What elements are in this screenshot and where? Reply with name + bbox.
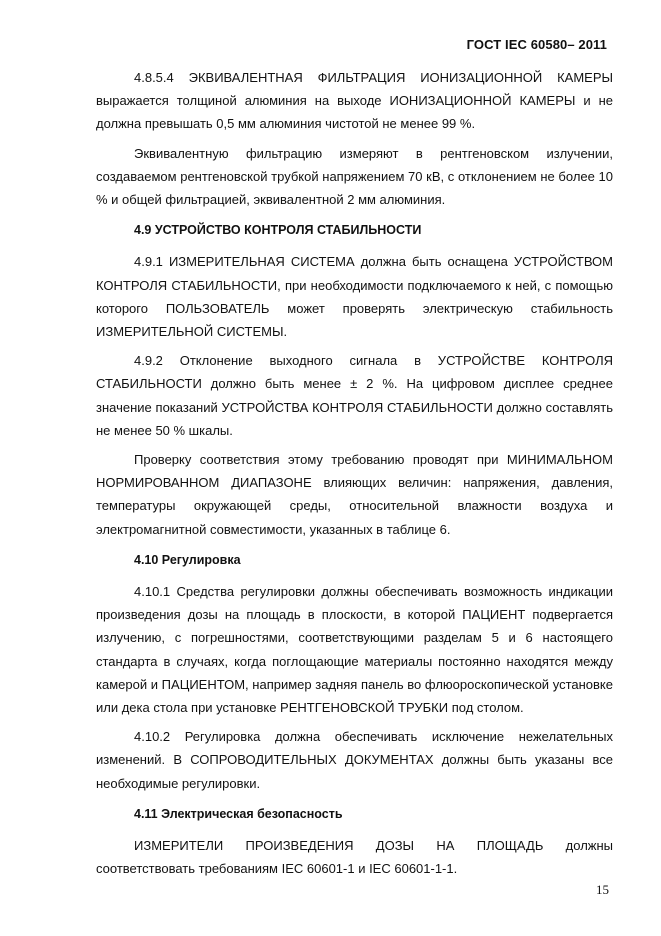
document-code-header: ГОСТ IEC 60580– 2011 — [466, 37, 607, 52]
section-heading-4-10: 4.10 Регулировка — [134, 552, 241, 567]
page-number: 15 — [596, 882, 609, 897]
paragraph-4-9-2: 4.9.2 Отклонение выходного сигнала в УСТРОЙСТВЕ КОНТРОЛЯ СТАБИЛЬНОСТИ должно быть менее ± 2 %. На цифровом дисплее среднее значение показаний УСТРОЙСТВА КОНТРОЛЯ СТАБИЛЬНОСТИ должно составлять не менее 50 % шкалы. — [96, 353, 613, 438]
paragraph-4-10-1: 4.10.1 Средства регулировки должны обеспечивать возможность индикации произведения дозы на площадь в плоскости, в которой ПАЦИЕНТ подвергается излучению, с погрешностями, соответствующими разделам 5 и 6 настоящего стандарта в случаях, когда поглощающие материалы постоянно находятся между камерой и ПАЦИЕНТОМ, например задняя панель во флюороскопической установке или дека стола при установке РЕНТГЕНОВСКОЙ ТРУБКИ под столом. — [96, 584, 613, 716]
paragraph-filtration-measurement: Эквивалентную фильтрацию измеряют в рентгеновском излучении, создаваемом рентгеновской трубкой напряжением 70 кВ, с отклонением не более 10 % и общей фильтрацией, эквивалентной 2 мм алюминия. — [96, 145, 613, 208]
paragraph-4-9-1: 4.9.1 ИЗМЕРИТЕЛЬНАЯ СИСТЕМА должна быть оснащена УСТРОЙСТВОМ КОНТРОЛЯ СТАБИЛЬНОСТИ, при необходимости подключаемого к ней, с помощью которого ПОЛЬЗОВАТЕЛЬ может проверять электрическую стабильность ИЗМЕРИТЕЛЬНОЙ СИСТЕМЫ. — [96, 254, 613, 340]
paragraph-4-8-5-4: 4.8.5.4 ЭКВИВАЛЕНТНАЯ ФИЛЬТРАЦИЯ ИОНИЗАЦИОННОЙ КАМЕРЫ выражается толщиной алюминия на выходе ИОНИЗАЦИОННОЙ КАМЕРЫ и не должна превышать 0,5 мм алюминия чистотой не менее 99 %. — [96, 70, 613, 132]
document-body — [96, 66, 613, 881]
paragraph-4-10-2: 4.10.2 Регулировка должна обеспечивать исключение нежелательных изменений. В СОПРОВОДИТЕЛЬНЫХ ДОКУМЕНТАХ должны быть указаны все необходимые регулировки. — [96, 729, 613, 791]
paragraph-4-11: ИЗМЕРИТЕЛИ ПРОИЗВЕДЕНИЯ ДОЗЫ НА ПЛОЩАДЬ должны соответствовать требованиям IEC 60601-1 и IEC 60601-1-1. — [96, 838, 613, 877]
paragraph-conformity-check: Проверку соответствия этому требованию проводят при МИНИМАЛЬНОМ НОРМИРОВАННОМ ДИАПАЗОНЕ влияющих величин: напряжения, давления, температуры окружающей среды, относительной влажности воздуха и электромагнитной совместимости, указанных в таблице 6. — [96, 452, 613, 537]
section-heading-4-9: 4.9 УСТРОЙСТВО КОНТРОЛЯ СТАБИЛЬНОСТИ — [134, 223, 422, 238]
section-heading-4-11: 4.11 Электрическая безопасность — [134, 806, 343, 821]
